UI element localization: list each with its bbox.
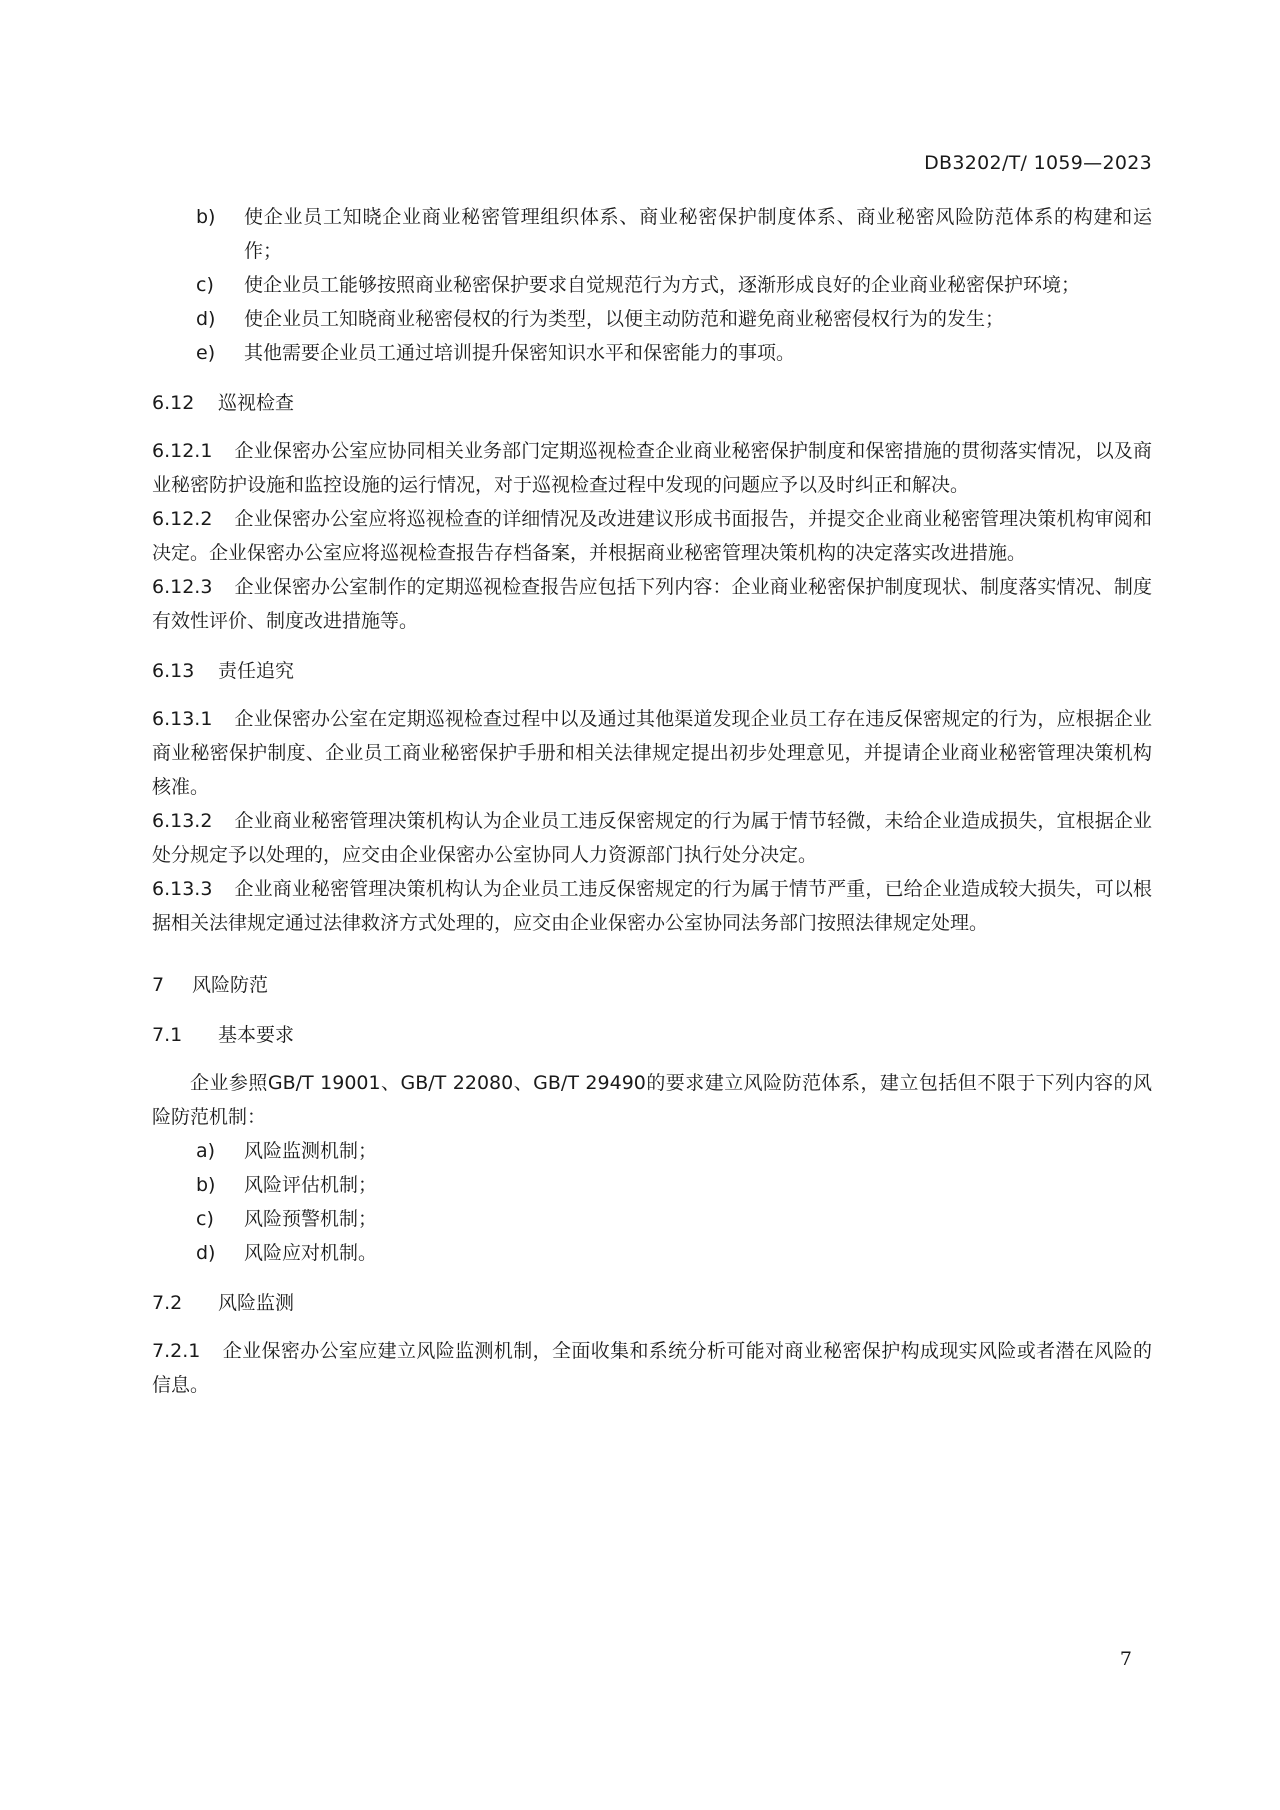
clause-number: 6.13.3 bbox=[152, 878, 213, 900]
list-text: 风险评估机制； bbox=[244, 1174, 378, 1196]
clause-number: 6.12.3 bbox=[152, 576, 213, 598]
list-marker: b) bbox=[196, 206, 216, 228]
section-title: 风险监测 bbox=[218, 1292, 295, 1314]
clause-text: 企业保密办公室制作的定期巡视检查报告应包括下列内容：企业商业秘密保护制度现状、制度落实情况、制度有效性评价、制度改进措施等。 bbox=[152, 576, 1152, 632]
section-number: 6.12 bbox=[152, 392, 195, 414]
list-marker: d) bbox=[196, 1242, 216, 1264]
list-marker: d) bbox=[196, 308, 216, 330]
clause-text: 企业保密办公室在定期巡视检查过程中以及通过其他渠道发现企业员工存在违反保密规定的行为，应根据企业商业秘密保护制度、企业员工商业秘密保护手册和相关法律规定提出初步处理意见，并提请企业商业秘密管理决策机构核准。 bbox=[152, 708, 1152, 798]
clause-number: 6.12.2 bbox=[152, 508, 213, 530]
list-item bbox=[196, 1202, 1152, 1236]
section-heading-7-1 bbox=[152, 1018, 1152, 1052]
clause-number: 6.13.2 bbox=[152, 810, 213, 832]
clause-7-2-1 bbox=[152, 1334, 1152, 1402]
list-item bbox=[196, 302, 1152, 336]
section-heading-7-2 bbox=[152, 1286, 1152, 1320]
list-marker: c) bbox=[196, 274, 214, 296]
mechanism-list bbox=[152, 1134, 1152, 1270]
list-text: 使企业员工能够按照商业秘密保护要求自觉规范行为方式，逐渐形成良好的企业商业秘密保护环境； bbox=[244, 274, 1081, 296]
clause-number: 6.13.1 bbox=[152, 708, 213, 730]
section-number: 6.13 bbox=[152, 660, 195, 682]
list-marker: e) bbox=[196, 342, 216, 364]
list-marker: a) bbox=[196, 1140, 216, 1162]
list-item bbox=[196, 336, 1152, 370]
clause-6-13-1 bbox=[152, 702, 1152, 804]
list-text: 风险监测机制； bbox=[244, 1140, 378, 1162]
list-marker: c) bbox=[196, 1208, 214, 1230]
list-item bbox=[196, 1236, 1152, 1270]
chapter-heading-7 bbox=[152, 968, 1152, 1002]
clause-text: 企业保密办公室应建立风险监测机制，全面收集和系统分析可能对商业秘密保护构成现实风险或者潜在风险的信息。 bbox=[152, 1340, 1152, 1396]
clause-text: 企业商业秘密管理决策机构认为企业员工违反保密规定的行为属于情节严重，已给企业造成较大损失，可以根据相关法律规定通过法律救济方式处理的，应交由企业保密办公室协同法务部门按照法律规定处理。 bbox=[152, 878, 1152, 934]
training-list bbox=[152, 200, 1152, 370]
list-text: 风险应对机制。 bbox=[244, 1242, 378, 1264]
page-number: 7 bbox=[1119, 1648, 1132, 1670]
list-text: 使企业员工知晓企业商业秘密管理组织体系、商业秘密保护制度体系、商业秘密风险防范体系的构建和运作； bbox=[244, 206, 1152, 262]
chapter-title: 风险防范 bbox=[192, 974, 269, 996]
clause-6-13-2 bbox=[152, 804, 1152, 872]
section-title: 责任追究 bbox=[218, 660, 295, 682]
list-text: 风险预警机制； bbox=[244, 1208, 378, 1230]
list-text: 其他需要企业员工通过培训提升保密知识水平和保密能力的事项。 bbox=[244, 342, 796, 364]
section-heading-6-13 bbox=[152, 654, 1152, 688]
section-title: 基本要求 bbox=[218, 1024, 295, 1046]
section-heading-6-12 bbox=[152, 386, 1152, 420]
chapter-number: 7 bbox=[152, 974, 165, 996]
document-id: DB3202/T/ 1059—2023 bbox=[924, 152, 1152, 174]
list-item bbox=[196, 1168, 1152, 1202]
list-text: 使企业员工知晓商业秘密侵权的行为类型，以便主动防范和避免商业秘密侵权行为的发生； bbox=[244, 308, 1005, 330]
section-number: 7.1 bbox=[152, 1024, 183, 1046]
list-item bbox=[196, 200, 1152, 268]
section-title: 巡视检查 bbox=[218, 392, 295, 414]
page-content bbox=[152, 200, 1152, 1402]
section-intro: 企业参照GB/T 19001、GB/T 22080、GB/T 29490的要求建立风险防范体系，建立包括但不限于下列内容的风险防范机制： bbox=[152, 1072, 1152, 1128]
section-number: 7.2 bbox=[152, 1292, 183, 1314]
clause-number: 7.2.1 bbox=[152, 1340, 201, 1362]
list-item bbox=[196, 1134, 1152, 1168]
clause-6-12-1 bbox=[152, 434, 1152, 502]
clause-6-12-2 bbox=[152, 502, 1152, 570]
clause-text: 企业商业秘密管理决策机构认为企业员工违反保密规定的行为属于情节轻微，未给企业造成损失，宜根据企业处分规定予以处理的，应交由企业保密办公室协同人力资源部门执行处分决定。 bbox=[152, 810, 1152, 866]
clause-6-12-3 bbox=[152, 570, 1152, 638]
list-marker: b) bbox=[196, 1174, 216, 1196]
clause-number: 6.12.1 bbox=[152, 440, 213, 462]
clause-text: 企业保密办公室应将巡视检查的详细情况及改进建议形成书面报告，并提交企业商业秘密管理决策机构审阅和决定。企业保密办公室应将巡视检查报告存档备案，并根据商业秘密管理决策机构的决定落实改进措施。 bbox=[152, 508, 1152, 564]
list-item bbox=[196, 268, 1152, 302]
clause-text: 企业保密办公室应协同相关业务部门定期巡视检查企业商业秘密保护制度和保密措施的贯彻落实情况，以及商业秘密防护设施和监控设施的运行情况，对于巡视检查过程中发现的问题应予以及时纠正和解决。 bbox=[152, 440, 1152, 496]
clause-6-13-3 bbox=[152, 872, 1152, 940]
